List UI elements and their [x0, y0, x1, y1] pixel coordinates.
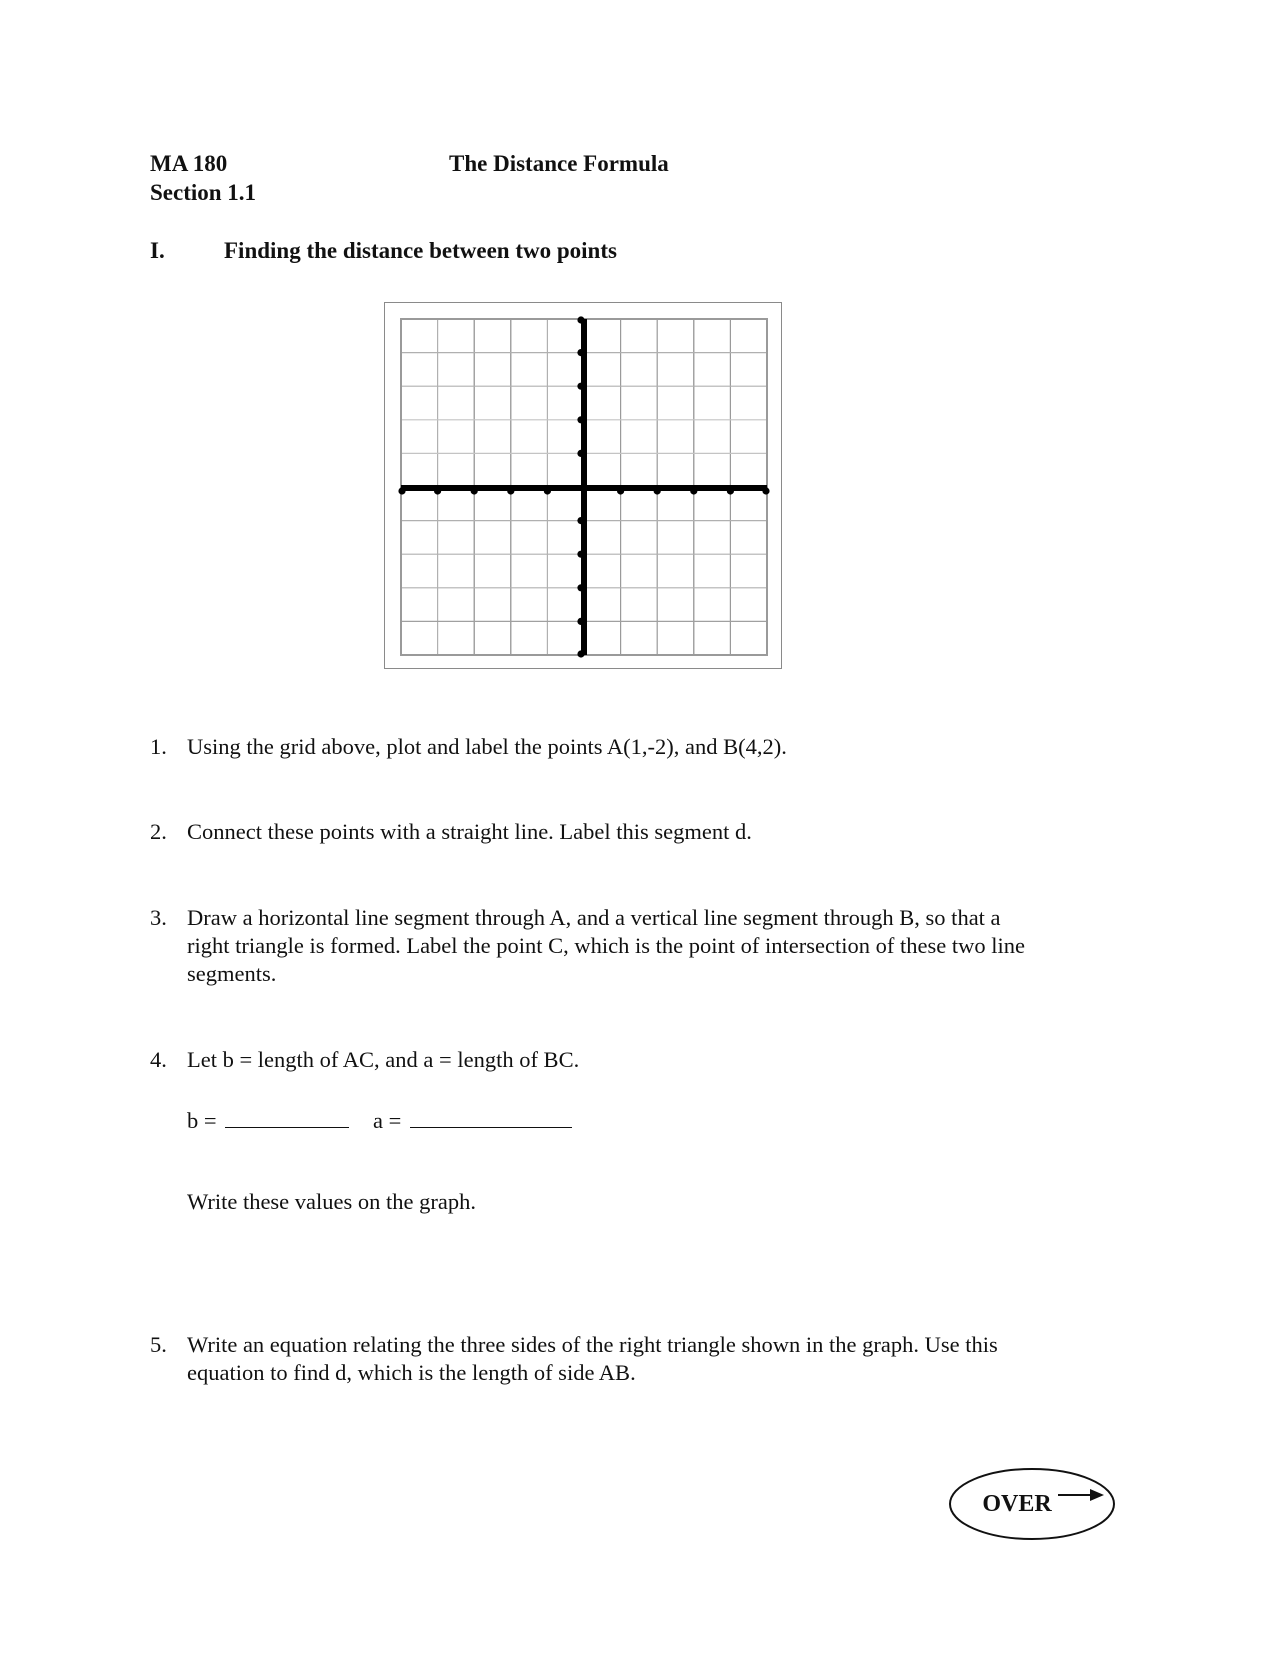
- course-code: MA 180: [150, 151, 228, 176]
- grid-graphic: [385, 303, 783, 670]
- question-4-text: Let b = length of AC, and a = length of BC.: [187, 1047, 580, 1072]
- question-3-line-3: segments.: [187, 961, 277, 986]
- a-answer-row: [373, 1105, 572, 1135]
- question-2-number: 2.: [150, 819, 167, 844]
- question-3-number: 3.: [150, 905, 167, 930]
- page-title: The Distance Formula: [449, 151, 669, 176]
- b-label: b =: [187, 1108, 217, 1133]
- a-answer-blank[interactable]: [410, 1105, 572, 1128]
- over-button[interactable]: [948, 1467, 1116, 1541]
- question-1-number: 1.: [150, 734, 167, 759]
- question-3-line-2: right triangle is formed. Label the point C, which is the point of intersection of these two line: [187, 933, 1025, 958]
- coordinate-grid[interactable]: [384, 302, 782, 669]
- question-2-text: Connect these points with a straight line. Label this segment d.: [187, 819, 752, 844]
- question-5-line-1: Write an equation relating the three sides of the right triangle shown in the graph. Use this: [187, 1332, 998, 1357]
- b-answer-blank[interactable]: [225, 1105, 349, 1128]
- part-numeral: I.: [150, 238, 165, 263]
- over-text: OVER: [982, 1490, 1052, 1517]
- a-label: a =: [373, 1108, 402, 1133]
- question-3-line-1: Draw a horizontal line segment through A, and a vertical line segment through B, so that a: [187, 905, 1001, 930]
- question-4-number: 4.: [150, 1047, 167, 1072]
- question-4-followup: Write these values on the graph.: [187, 1189, 476, 1214]
- section-number: Section 1.1: [150, 180, 257, 205]
- question-5-line-2: equation to find d, which is the length of side AB.: [187, 1360, 636, 1385]
- b-answer-row: [187, 1105, 349, 1135]
- right-arrow-icon: [1058, 1487, 1108, 1507]
- question-1-text: Using the grid above, plot and label the points A(1,-2), and B(4,2).: [187, 734, 787, 759]
- question-5-number: 5.: [150, 1332, 167, 1357]
- part-heading: Finding the distance between two points: [224, 238, 617, 263]
